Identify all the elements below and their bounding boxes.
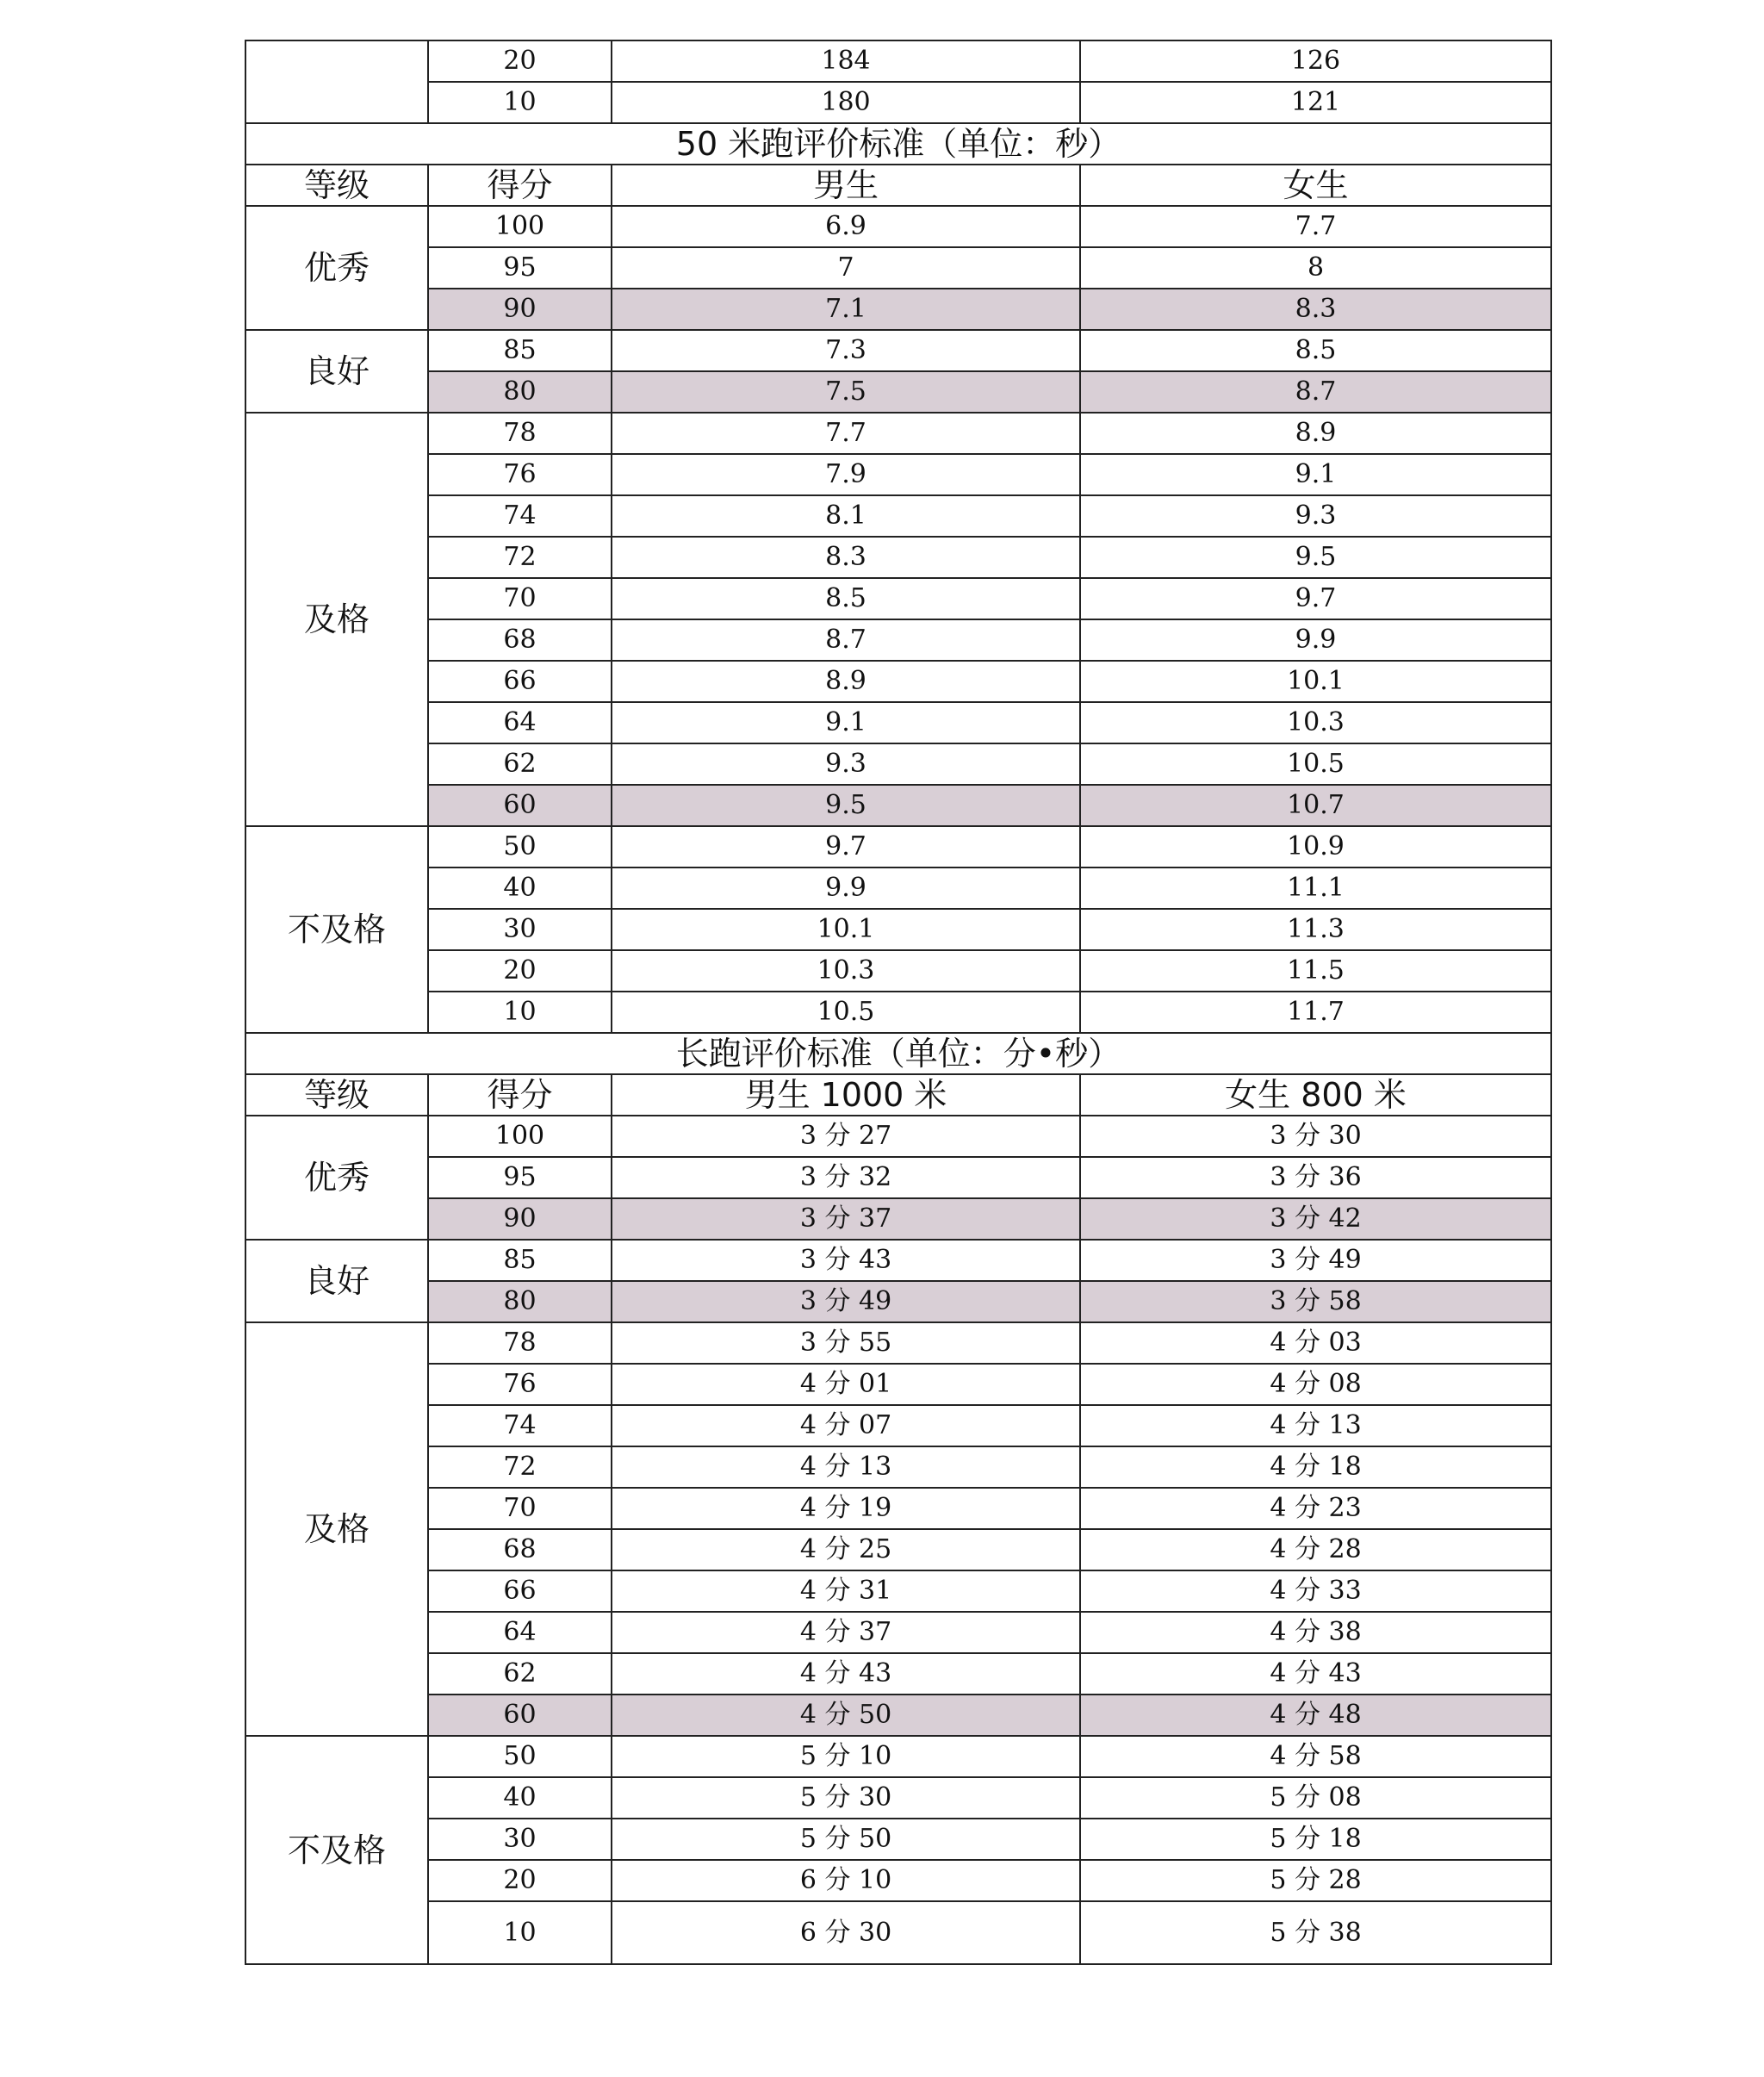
- header-female: 女生: [1080, 165, 1551, 206]
- male-value-cell: 10.5: [612, 992, 1080, 1033]
- male-value-cell: 4 分 01: [612, 1364, 1080, 1405]
- table-row: [245, 661, 1551, 702]
- male-value-cell: 6 分 10: [612, 1860, 1080, 1901]
- female-value-cell: 8.3: [1080, 289, 1551, 330]
- score-cell: 20: [428, 40, 612, 82]
- table-row: [245, 992, 1551, 1033]
- score-cell: 50: [428, 1736, 612, 1777]
- male-value-cell: 4 分 13: [612, 1446, 1080, 1488]
- header-grade: 等级: [245, 165, 428, 206]
- header-score: 得分: [428, 1074, 612, 1116]
- female-value-cell: 10.9: [1080, 826, 1551, 867]
- female-value-cell: 5 分 18: [1080, 1819, 1551, 1860]
- female-value-cell: 10.7: [1080, 785, 1551, 826]
- table-row: [245, 1819, 1551, 1860]
- table-row: [245, 289, 1551, 330]
- male-value-cell: 4 分 19: [612, 1488, 1080, 1529]
- table-row: [245, 371, 1551, 413]
- female-value-cell: 8: [1080, 247, 1551, 289]
- score-cell: 66: [428, 661, 612, 702]
- score-cell: 30: [428, 1819, 612, 1860]
- male-value-cell: 6 分 30: [612, 1901, 1080, 1964]
- male-value-cell: 4 分 37: [612, 1612, 1080, 1653]
- table-row: [245, 1157, 1551, 1198]
- table-row: [245, 40, 1551, 82]
- section-title-row: [245, 123, 1551, 165]
- grade-cell: 良好: [245, 1240, 428, 1322]
- table-row: [245, 1736, 1551, 1777]
- header-female: 女生 800 米: [1080, 1074, 1551, 1116]
- score-cell: 10: [428, 1901, 612, 1964]
- male-value-cell: 3 分 32: [612, 1157, 1080, 1198]
- table-row: [245, 702, 1551, 743]
- female-value-cell: 4 分 13: [1080, 1405, 1551, 1446]
- table-row: [245, 454, 1551, 495]
- female-value-cell: 5 分 08: [1080, 1777, 1551, 1819]
- section-title-row: [245, 1033, 1551, 1074]
- male-value-cell: 9.1: [612, 702, 1080, 743]
- table-row: [245, 619, 1551, 661]
- male-value-cell: 8.7: [612, 619, 1080, 661]
- female-value-cell: 9.3: [1080, 495, 1551, 537]
- table-row: [245, 82, 1551, 123]
- table-row: [245, 826, 1551, 867]
- table-row: [245, 1612, 1551, 1653]
- score-cell: 95: [428, 1157, 612, 1198]
- header-score: 得分: [428, 165, 612, 206]
- table-row: [245, 1529, 1551, 1570]
- male-value-cell: 3 分 43: [612, 1240, 1080, 1281]
- score-cell: 70: [428, 1488, 612, 1529]
- male-value-cell: 9.5: [612, 785, 1080, 826]
- table-row: [245, 495, 1551, 537]
- male-value-cell: 7.1: [612, 289, 1080, 330]
- male-value-cell: 10.3: [612, 950, 1080, 992]
- male-value-cell: 4 分 50: [612, 1695, 1080, 1736]
- male-value-cell: 9.9: [612, 867, 1080, 909]
- table-row: [245, 1240, 1551, 1281]
- female-value-cell: 8.5: [1080, 330, 1551, 371]
- score-cell: 74: [428, 495, 612, 537]
- table-row: [245, 578, 1551, 619]
- score-cell: 78: [428, 1322, 612, 1364]
- female-value-cell: 5 分 28: [1080, 1860, 1551, 1901]
- table-row: [245, 1695, 1551, 1736]
- header-row: [245, 1074, 1551, 1116]
- score-cell: 90: [428, 289, 612, 330]
- score-cell: 60: [428, 785, 612, 826]
- grade-cell: 优秀: [245, 1116, 428, 1240]
- female-value-cell: 4 分 38: [1080, 1612, 1551, 1653]
- table-row: [245, 247, 1551, 289]
- female-value-cell: 10.5: [1080, 743, 1551, 785]
- section-title: 长跑评价标准（单位：分•秒）: [245, 1033, 1551, 1074]
- score-cell: 90: [428, 1198, 612, 1240]
- male-value-cell: 8.5: [612, 578, 1080, 619]
- score-cell: 85: [428, 1240, 612, 1281]
- table-row: [245, 1364, 1551, 1405]
- score-cell: 95: [428, 247, 612, 289]
- female-value-cell: 4 分 33: [1080, 1570, 1551, 1612]
- score-cell: 62: [428, 743, 612, 785]
- grade-cell: 及格: [245, 413, 428, 826]
- evaluation-standards-table: [245, 40, 1552, 1965]
- female-value-cell: 8.7: [1080, 371, 1551, 413]
- male-value-cell: 9.3: [612, 743, 1080, 785]
- female-value-cell: 4 分 48: [1080, 1695, 1551, 1736]
- section-title: 50 米跑评价标准（单位：秒）: [245, 123, 1551, 165]
- female-value-cell: 4 分 23: [1080, 1488, 1551, 1529]
- female-value-cell: 4 分 43: [1080, 1653, 1551, 1695]
- female-value-cell: 9.9: [1080, 619, 1551, 661]
- score-cell: 40: [428, 867, 612, 909]
- male-value-cell: 5 分 30: [612, 1777, 1080, 1819]
- male-value-cell: 4 分 07: [612, 1405, 1080, 1446]
- male-value-cell: 4 分 31: [612, 1570, 1080, 1612]
- female-value-cell: 3 分 30: [1080, 1116, 1551, 1157]
- table-row: [245, 1405, 1551, 1446]
- table-body: [245, 40, 1551, 1964]
- table-row: [245, 1777, 1551, 1819]
- table-row: [245, 1116, 1551, 1157]
- header-male: 男生: [612, 165, 1080, 206]
- table-row: [245, 785, 1551, 826]
- score-cell: 64: [428, 1612, 612, 1653]
- female-value-cell: 3 分 49: [1080, 1240, 1551, 1281]
- table-row: [245, 1570, 1551, 1612]
- male-value-cell: 5 分 50: [612, 1819, 1080, 1860]
- male-value-cell: 180: [612, 82, 1080, 123]
- female-value-cell: 9.5: [1080, 537, 1551, 578]
- table-row: [245, 537, 1551, 578]
- grade-cell-empty: [245, 40, 428, 123]
- score-cell: 62: [428, 1653, 612, 1695]
- score-cell: 76: [428, 1364, 612, 1405]
- female-value-cell: 3 分 42: [1080, 1198, 1551, 1240]
- table-row: [245, 413, 1551, 454]
- female-value-cell: 4 分 18: [1080, 1446, 1551, 1488]
- female-value-cell: 9.7: [1080, 578, 1551, 619]
- male-value-cell: 3 分 37: [612, 1198, 1080, 1240]
- male-value-cell: 9.7: [612, 826, 1080, 867]
- table-row: [245, 1446, 1551, 1488]
- male-value-cell: 7: [612, 247, 1080, 289]
- grade-cell: 不及格: [245, 826, 428, 1033]
- male-value-cell: 7.3: [612, 330, 1080, 371]
- score-cell: 74: [428, 1405, 612, 1446]
- header-grade: 等级: [245, 1074, 428, 1116]
- score-cell: 64: [428, 702, 612, 743]
- male-value-cell: 8.9: [612, 661, 1080, 702]
- female-value-cell: 4 分 03: [1080, 1322, 1551, 1364]
- grade-cell: 及格: [245, 1322, 428, 1736]
- table-row: [245, 1322, 1551, 1364]
- score-cell: 66: [428, 1570, 612, 1612]
- female-value-cell: 5 分 38: [1080, 1901, 1551, 1964]
- female-value-cell: 9.1: [1080, 454, 1551, 495]
- female-value-cell: 10.1: [1080, 661, 1551, 702]
- table-row: [245, 1488, 1551, 1529]
- score-cell: 100: [428, 1116, 612, 1157]
- table-row: [245, 1281, 1551, 1322]
- score-cell: 40: [428, 1777, 612, 1819]
- table-row: [245, 1860, 1551, 1901]
- score-cell: 78: [428, 413, 612, 454]
- score-cell: 20: [428, 950, 612, 992]
- male-value-cell: 6.9: [612, 206, 1080, 247]
- male-value-cell: 7.7: [612, 413, 1080, 454]
- header-male: 男生 1000 米: [612, 1074, 1080, 1116]
- male-value-cell: 3 分 55: [612, 1322, 1080, 1364]
- female-value-cell: 11.1: [1080, 867, 1551, 909]
- male-value-cell: 4 分 25: [612, 1529, 1080, 1570]
- female-value-cell: 4 分 28: [1080, 1529, 1551, 1570]
- male-value-cell: 5 分 10: [612, 1736, 1080, 1777]
- score-cell: 68: [428, 1529, 612, 1570]
- table-row: [245, 950, 1551, 992]
- header-row: [245, 165, 1551, 206]
- female-value-cell: 4 分 58: [1080, 1736, 1551, 1777]
- score-cell: 10: [428, 82, 612, 123]
- table-row: [245, 330, 1551, 371]
- female-value-cell: 3 分 58: [1080, 1281, 1551, 1322]
- score-cell: 68: [428, 619, 612, 661]
- score-cell: 20: [428, 1860, 612, 1901]
- score-cell: 100: [428, 206, 612, 247]
- female-value-cell: 11.3: [1080, 909, 1551, 950]
- female-value-cell: 4 分 08: [1080, 1364, 1551, 1405]
- male-value-cell: 4 分 43: [612, 1653, 1080, 1695]
- male-value-cell: 3 分 27: [612, 1116, 1080, 1157]
- male-value-cell: 184: [612, 40, 1080, 82]
- table-row: [245, 909, 1551, 950]
- female-value-cell: 121: [1080, 82, 1551, 123]
- score-cell: 72: [428, 537, 612, 578]
- table-row: [245, 206, 1551, 247]
- male-value-cell: 7.5: [612, 371, 1080, 413]
- female-value-cell: 126: [1080, 40, 1551, 82]
- score-cell: 72: [428, 1446, 612, 1488]
- male-value-cell: 3 分 49: [612, 1281, 1080, 1322]
- male-value-cell: 8.1: [612, 495, 1080, 537]
- grade-cell: 优秀: [245, 206, 428, 330]
- table-row: [245, 1198, 1551, 1240]
- score-cell: 76: [428, 454, 612, 495]
- table-row: [245, 743, 1551, 785]
- score-cell: 60: [428, 1695, 612, 1736]
- female-value-cell: 8.9: [1080, 413, 1551, 454]
- female-value-cell: 10.3: [1080, 702, 1551, 743]
- score-cell: 30: [428, 909, 612, 950]
- score-cell: 70: [428, 578, 612, 619]
- male-value-cell: 10.1: [612, 909, 1080, 950]
- score-cell: 10: [428, 992, 612, 1033]
- female-value-cell: 7.7: [1080, 206, 1551, 247]
- score-cell: 80: [428, 1281, 612, 1322]
- male-value-cell: 8.3: [612, 537, 1080, 578]
- score-cell: 50: [428, 826, 612, 867]
- grade-cell: 良好: [245, 330, 428, 413]
- female-value-cell: 11.5: [1080, 950, 1551, 992]
- grade-cell: 不及格: [245, 1736, 428, 1964]
- table-row: [245, 1653, 1551, 1695]
- female-value-cell: 11.7: [1080, 992, 1551, 1033]
- table-row: [245, 1901, 1551, 1964]
- female-value-cell: 3 分 36: [1080, 1157, 1551, 1198]
- score-cell: 80: [428, 371, 612, 413]
- male-value-cell: 7.9: [612, 454, 1080, 495]
- score-cell: 85: [428, 330, 612, 371]
- table-row: [245, 867, 1551, 909]
